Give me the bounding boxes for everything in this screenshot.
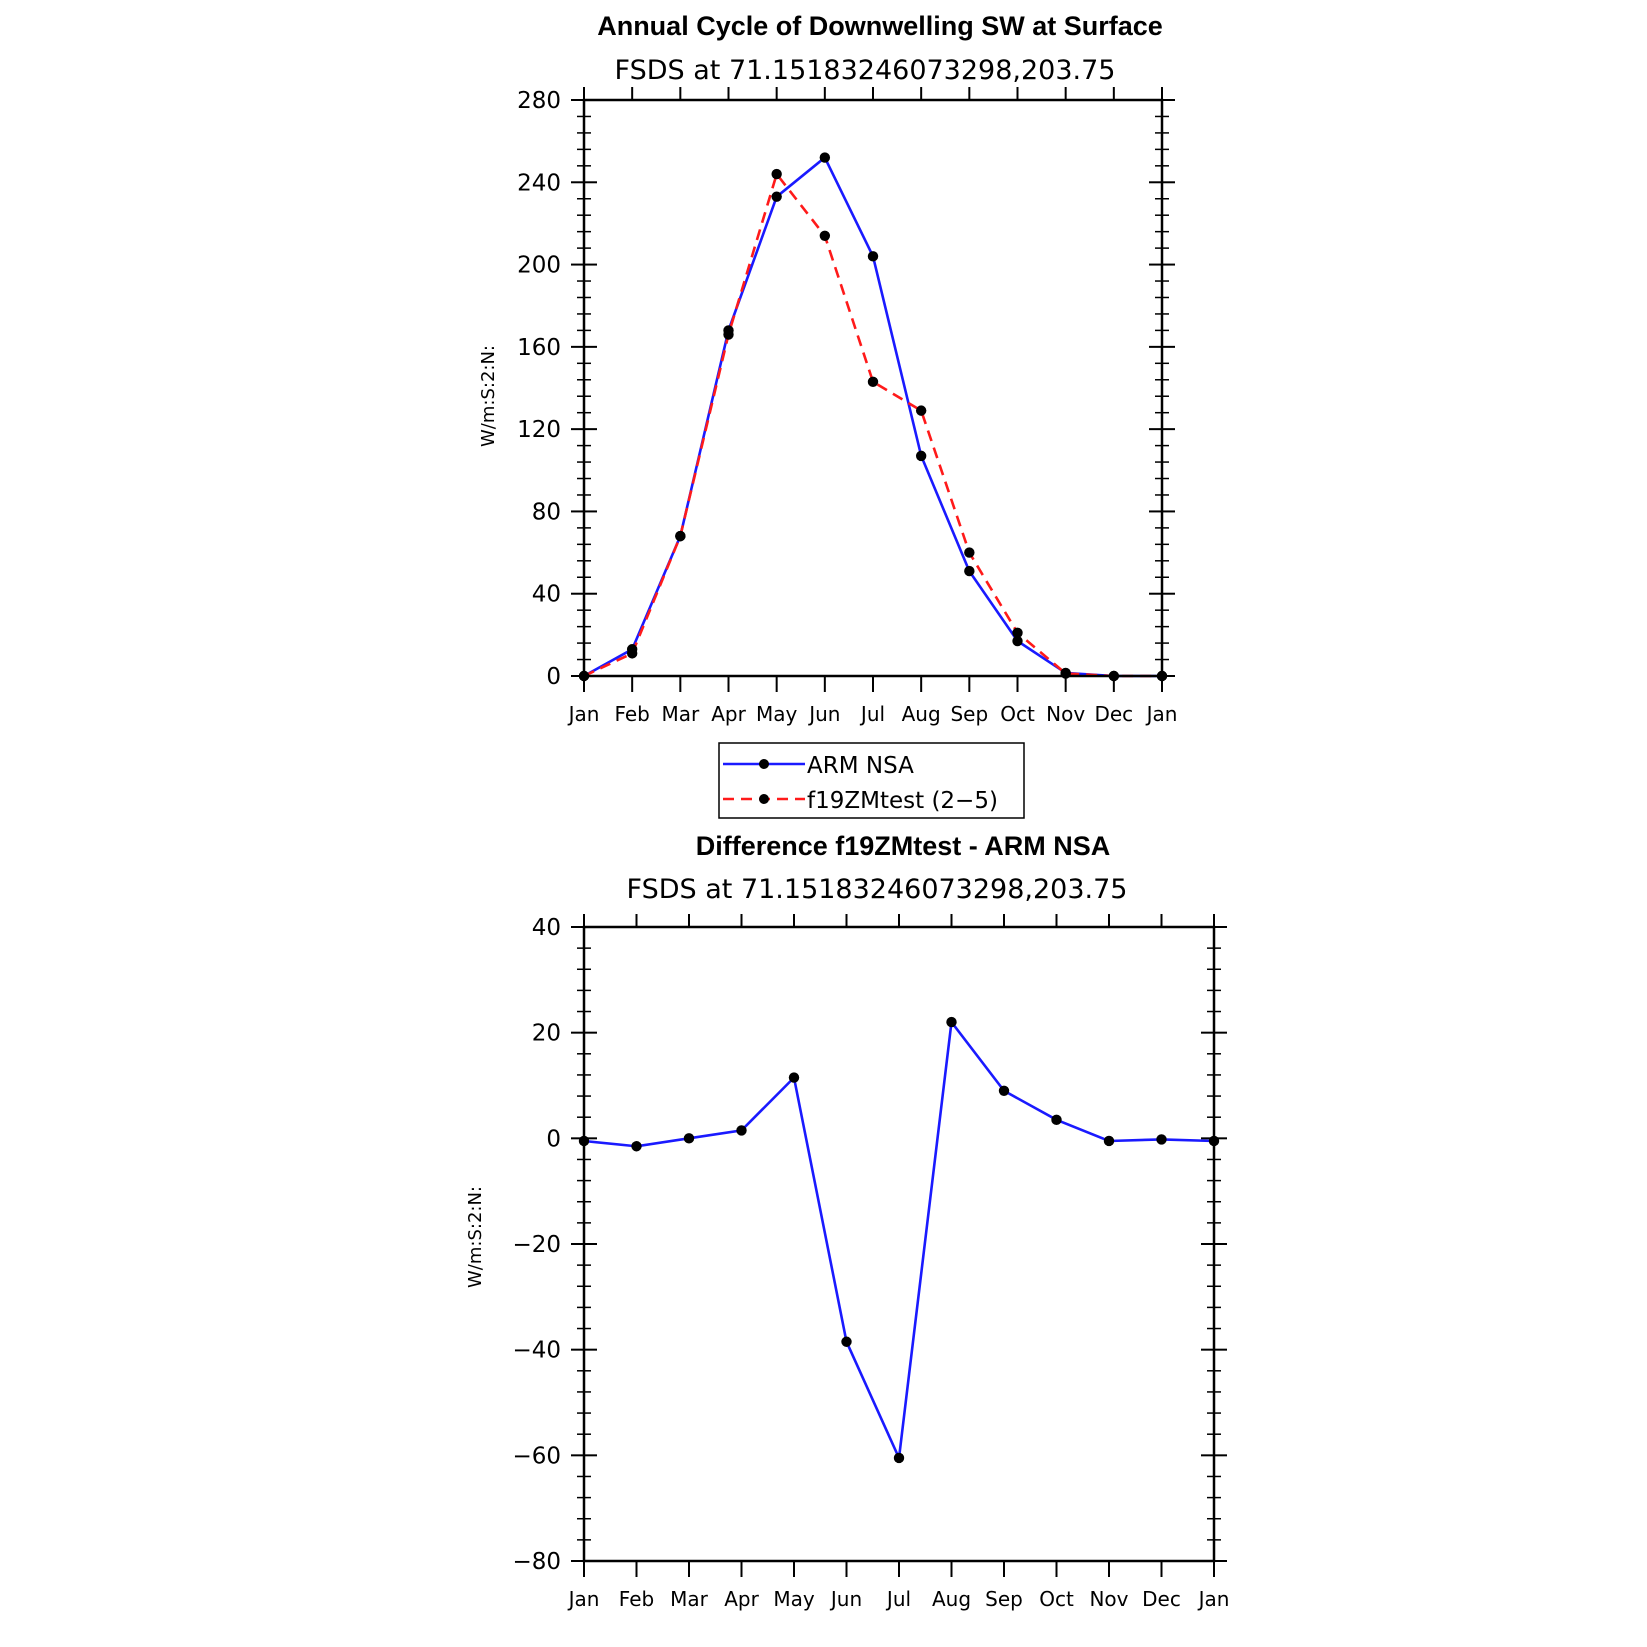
y-tick-label: 40 bbox=[531, 915, 561, 941]
data-point-f19zmtest-2-5-5 bbox=[820, 231, 830, 241]
series-layer bbox=[579, 1017, 1219, 1463]
y-tick-labels bbox=[512, 915, 561, 1575]
x-tick-label-jan: Jan bbox=[1146, 702, 1178, 726]
data-point-difference-2 bbox=[684, 1133, 694, 1143]
x-tick-label-dec: Dec bbox=[1094, 702, 1134, 726]
x-tick-label-nov: Nov bbox=[1046, 702, 1086, 726]
data-point-f19zmtest-2-5-3 bbox=[723, 329, 733, 339]
x-tick-label-mar: Mar bbox=[670, 1587, 708, 1611]
data-point-difference-3 bbox=[736, 1125, 746, 1135]
x-tick-label-jan: Jan bbox=[1198, 1587, 1230, 1611]
series-line-difference bbox=[584, 1022, 1214, 1458]
difference-chart bbox=[465, 831, 1229, 1611]
data-point-arm-nsa-5 bbox=[820, 152, 830, 162]
data-point-difference-8 bbox=[999, 1086, 1009, 1096]
y-tick-label: 120 bbox=[517, 417, 561, 444]
x-tick-label-may: May bbox=[773, 1587, 815, 1611]
data-point-difference-4 bbox=[789, 1072, 799, 1082]
x-tick-label-feb: Feb bbox=[618, 1587, 655, 1611]
y-tick-label: 200 bbox=[517, 252, 561, 279]
x-tick-label-jun: Jun bbox=[830, 1587, 863, 1611]
x-tick-label-dec: Dec bbox=[1142, 1587, 1181, 1611]
chart-title: Difference f19ZMtest - ARM NSA bbox=[695, 831, 1111, 861]
y-tick-label: 0 bbox=[546, 1126, 561, 1153]
data-point-difference-9 bbox=[1051, 1115, 1061, 1125]
plot-frame bbox=[584, 927, 1214, 1561]
x-tick-label-jul: Jul bbox=[860, 702, 886, 726]
y-tick-label: 160 bbox=[517, 334, 561, 361]
x-tick-label-mar: Mar bbox=[661, 702, 700, 726]
chart-title: Annual Cycle of Downwelling SW at Surface bbox=[597, 11, 1163, 41]
y-tick-label: −40 bbox=[512, 1337, 561, 1364]
x-tick-label-sep: Sep bbox=[950, 702, 989, 726]
y-tick-label: 80 bbox=[531, 499, 561, 526]
legend-marker-arm-nsa bbox=[759, 759, 769, 769]
series-line-f19zmtest-2-5 bbox=[584, 174, 1162, 676]
x-tick-label-jul: Jul bbox=[886, 1587, 912, 1611]
x-tick-labels bbox=[567, 1587, 1230, 1611]
legend-label-f19zmtest: f19ZMtest (2−5) bbox=[807, 788, 998, 814]
x-tick-label-oct: Oct bbox=[1000, 702, 1035, 726]
chart-subtitle: FSDS at 71.15183246073298,203.75 bbox=[614, 55, 1116, 86]
x-tick-label-apr: Apr bbox=[724, 1587, 759, 1611]
data-point-f19zmtest-2-5-4 bbox=[771, 169, 781, 179]
axis-ticks bbox=[571, 914, 1227, 1577]
x-tick-label-aug: Aug bbox=[901, 702, 941, 726]
y-tick-label: 280 bbox=[517, 88, 561, 114]
y-tick-label: −20 bbox=[512, 1232, 561, 1258]
data-point-difference-7 bbox=[946, 1017, 956, 1027]
y-axis-label: W/m:S:2:N: bbox=[478, 345, 499, 447]
annual-cycle-chart bbox=[478, 11, 1177, 726]
data-point-difference-11 bbox=[1156, 1134, 1166, 1144]
y-tick-label: 40 bbox=[531, 581, 561, 608]
data-point-f19zmtest-2-5-6 bbox=[868, 377, 878, 387]
axis-ticks bbox=[571, 87, 1175, 692]
y-axis-label: W/m:S:2:N: bbox=[465, 1186, 486, 1288]
chart-subtitle: FSDS at 71.15183246073298,203.75 bbox=[626, 874, 1128, 905]
y-tick-label: −60 bbox=[512, 1443, 561, 1470]
legend bbox=[719, 743, 1024, 818]
y-tick-label: 240 bbox=[517, 170, 561, 197]
x-tick-label-feb: Feb bbox=[614, 702, 650, 726]
x-tick-label-aug: Aug bbox=[931, 1587, 972, 1611]
data-point-f19zmtest-2-5-8 bbox=[964, 547, 974, 557]
series-line-arm-nsa bbox=[584, 158, 1162, 676]
legend-marker-f19zmtest bbox=[759, 794, 769, 804]
data-point-f19zmtest-2-5-7 bbox=[916, 405, 926, 415]
x-tick-labels bbox=[567, 702, 1178, 726]
x-tick-label-nov: Nov bbox=[1089, 1587, 1129, 1611]
x-tick-label-oct: Oct bbox=[1039, 1587, 1074, 1611]
x-tick-label-jan: Jan bbox=[568, 702, 600, 726]
y-tick-label: −80 bbox=[512, 1549, 561, 1575]
series-layer bbox=[579, 152, 1167, 681]
x-tick-label-sep: Sep bbox=[985, 1587, 1023, 1611]
data-point-difference-1 bbox=[631, 1141, 641, 1151]
x-tick-label-apr: Apr bbox=[711, 702, 746, 726]
x-tick-label-jun: Jun bbox=[809, 702, 841, 726]
data-point-arm-nsa-6 bbox=[868, 251, 878, 261]
data-point-difference-5 bbox=[841, 1337, 851, 1347]
y-tick-label: 20 bbox=[531, 1020, 561, 1047]
data-point-f19zmtest-2-5-2 bbox=[675, 531, 685, 541]
y-tick-labels bbox=[517, 88, 561, 690]
data-point-f19zmtest-2-5-9 bbox=[1012, 628, 1022, 638]
data-point-difference-6 bbox=[894, 1453, 904, 1463]
data-point-arm-nsa-4 bbox=[771, 191, 781, 201]
data-point-arm-nsa-7 bbox=[916, 451, 926, 461]
legend-label-arm-nsa: ARM NSA bbox=[807, 753, 914, 779]
plot-frame bbox=[584, 100, 1162, 676]
data-point-f19zmtest-2-5-1 bbox=[627, 648, 637, 658]
x-tick-label-jan: Jan bbox=[568, 1587, 600, 1611]
data-point-arm-nsa-8 bbox=[964, 566, 974, 576]
data-point-difference-10 bbox=[1104, 1136, 1114, 1146]
y-tick-label: 0 bbox=[546, 664, 561, 690]
x-tick-label-may: May bbox=[755, 702, 798, 726]
